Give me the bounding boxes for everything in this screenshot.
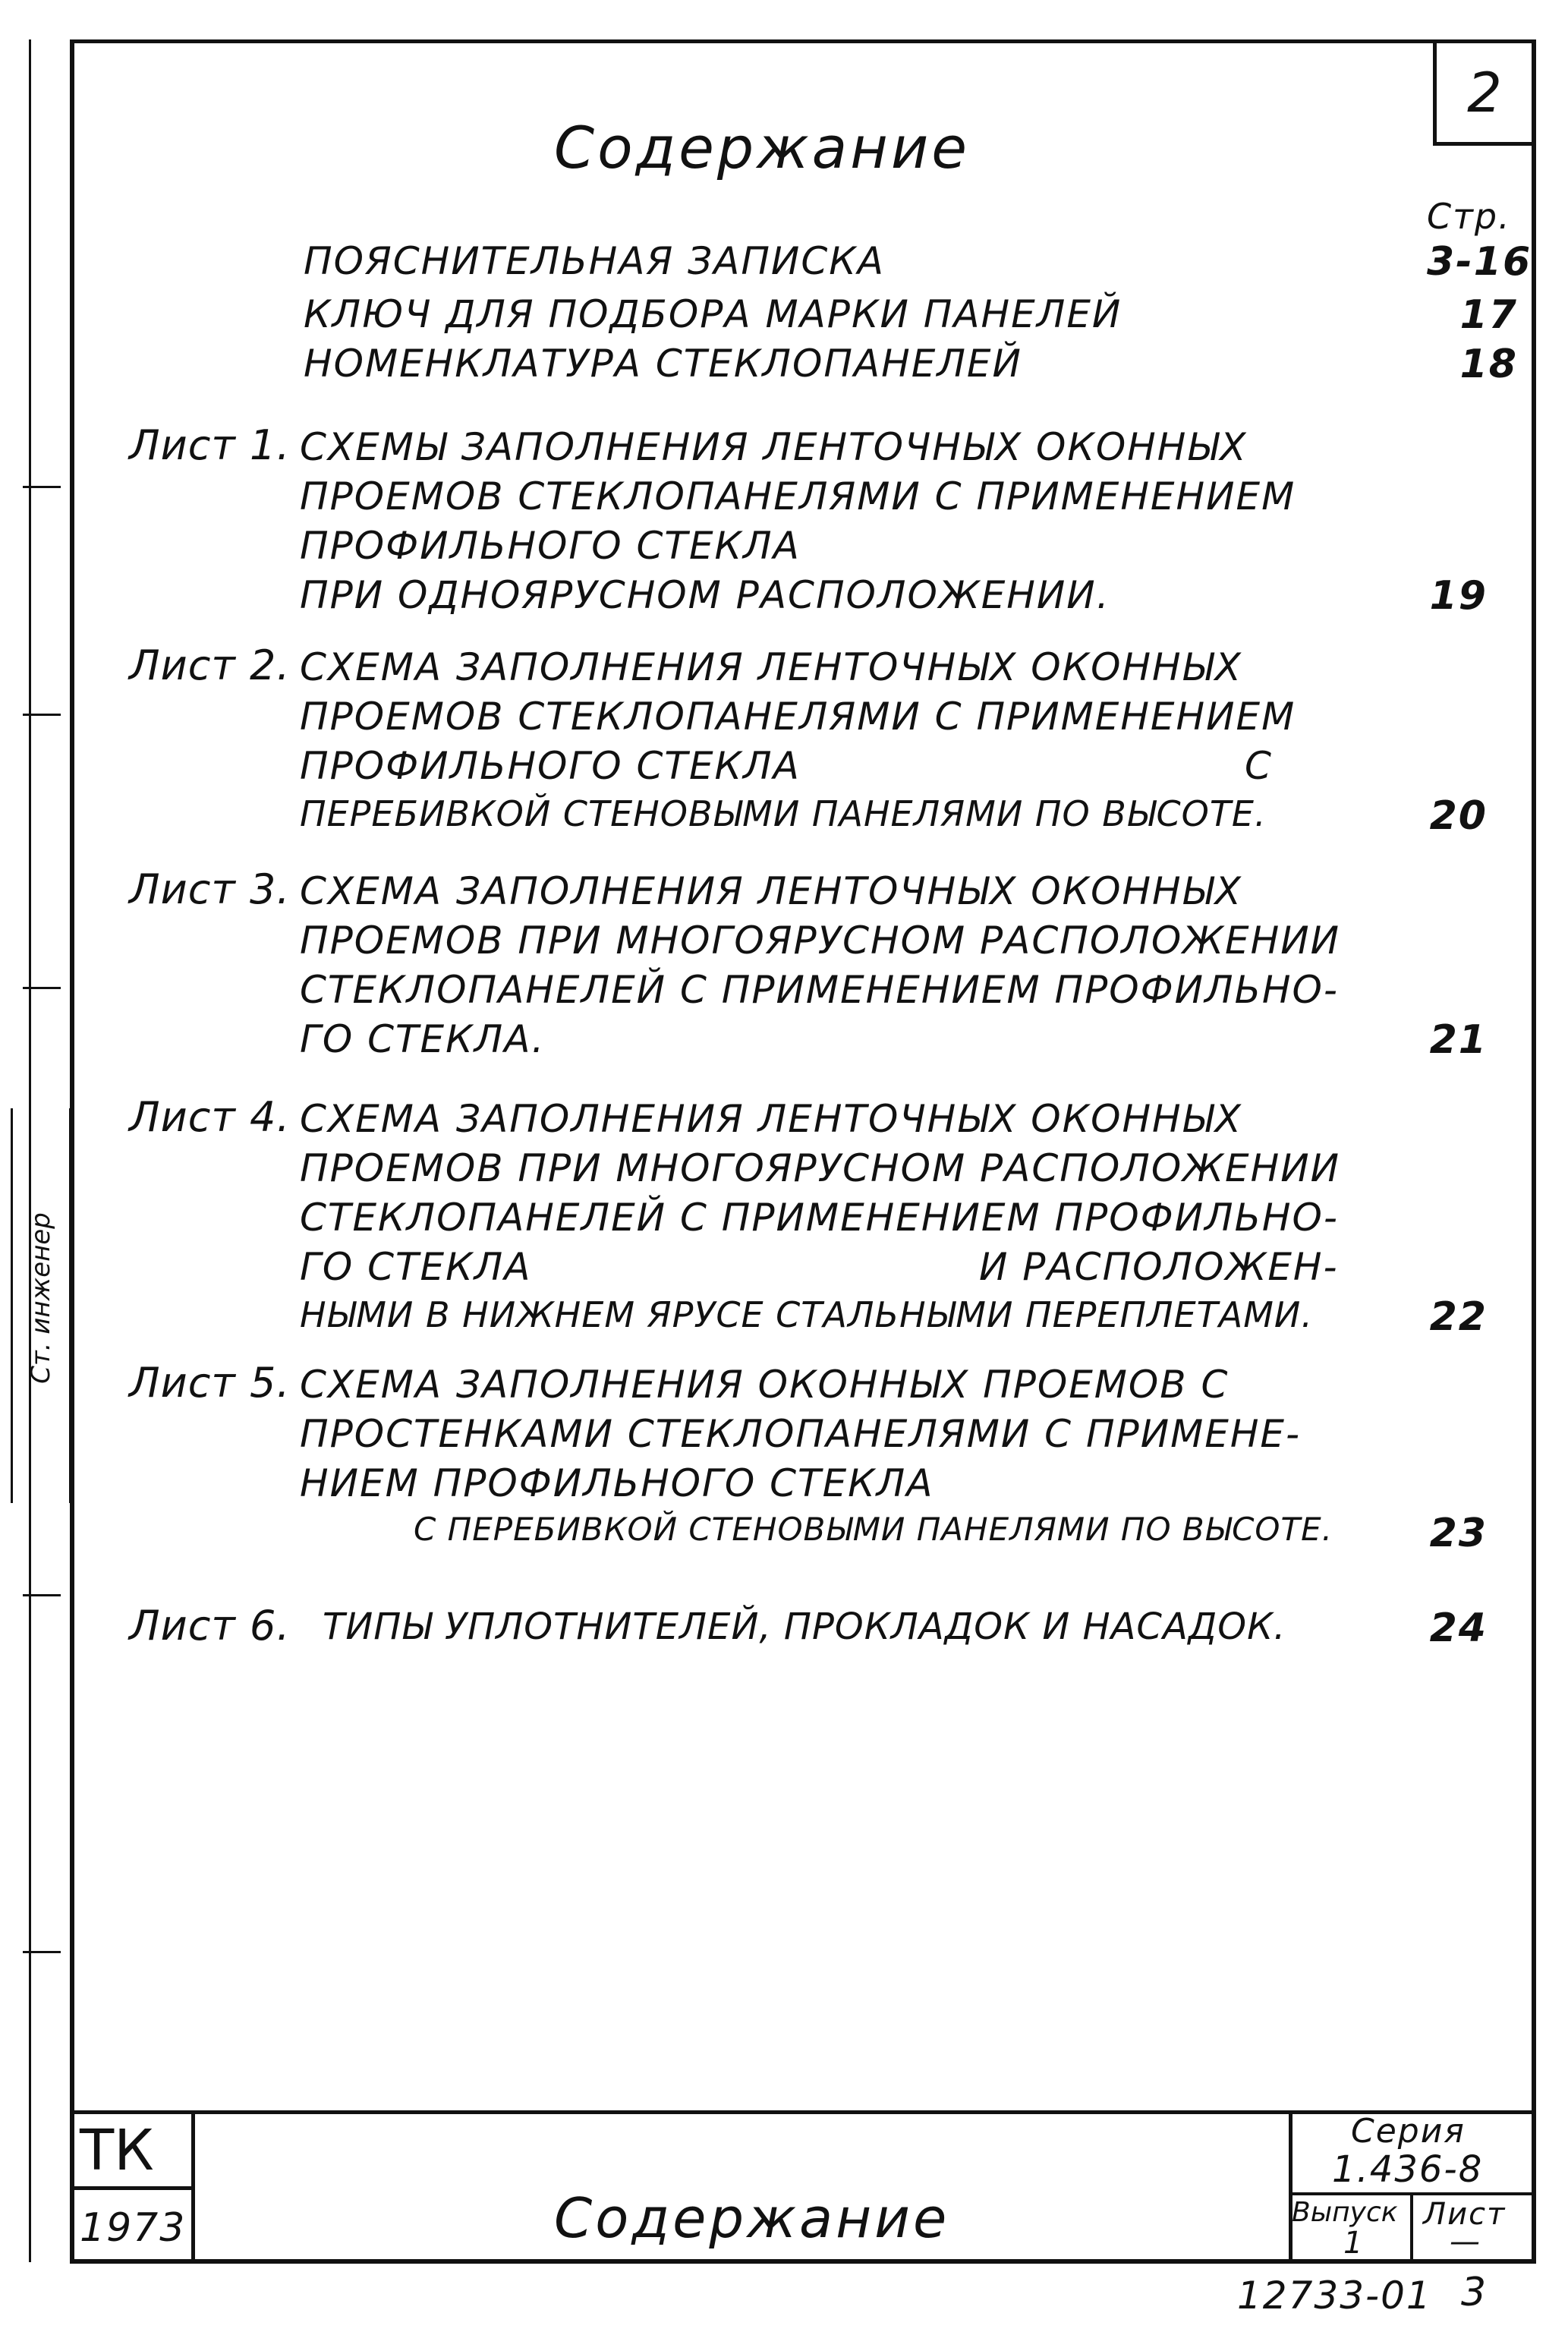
sheet-line: ПРОФИЛЬНОГО СТЕКЛА xyxy=(300,524,801,568)
toc-page: 17 xyxy=(1459,292,1518,338)
side-stamp xyxy=(11,1108,71,1503)
sheet-line: ПЕРЕБИВКОЙ СТЕНОВЫМИ ПАНЕЛЯМИ ПО ВЫСОТЕ. xyxy=(300,793,1267,834)
margin-tick xyxy=(23,987,61,989)
sheet-line: СХЕМА ЗАПОЛНЕНИЯ ОКОННЫХ ПРОЕМОВ С xyxy=(300,1363,1230,1407)
sheet-line: ГО СТЕКЛА xyxy=(300,1245,532,1289)
sheet-line: ПРОЕМОВ ПРИ МНОГОЯРУСНОМ РАСПОЛОЖЕНИИ xyxy=(300,1146,1341,1190)
side-stamp-text: Ст. инженер xyxy=(26,1212,56,1384)
frame-bottom xyxy=(70,2259,1536,2264)
sheet-label: Лист 3. xyxy=(129,865,291,913)
sheet-line: СХЕМА ЗАПОЛНЕНИЯ ЛЕНТОЧНЫХ ОКОННЫХ xyxy=(300,869,1242,913)
sheet-line: СТЕКЛОПАНЕЛЕЙ С ПРИМЕНЕНИЕМ ПРОФИЛЬНО- xyxy=(300,968,1339,1012)
toc-item: ПОЯСНИТЕЛЬНАЯ ЗАПИСКА xyxy=(304,239,885,283)
sheet-line: ПРОЕМОВ ПРИ МНОГОЯРУСНОМ РАСПОЛОЖЕНИИ xyxy=(300,919,1341,963)
title-block-year: 1973 xyxy=(80,2205,187,2251)
sheet-label: Лист 2. xyxy=(129,641,291,689)
title-block-divider xyxy=(70,2186,195,2190)
title-block-org: ТК xyxy=(80,2118,154,2183)
toc-page: 18 xyxy=(1459,342,1518,387)
page-title: Содержание xyxy=(554,114,970,181)
toc-page: 3-16 xyxy=(1427,239,1532,285)
sheet-line: НЫМИ В НИЖНЕМ ЯРУСЕ СТАЛЬНЫМИ ПЕРЕПЛЕТАМИ. xyxy=(300,1294,1313,1335)
title-block-name: Содержание xyxy=(554,2186,950,2250)
sheet-line-extra: И РАСПОЛОЖЕН- xyxy=(979,1245,1339,1289)
margin-tick xyxy=(23,486,61,488)
sheet-label: Лист 6. xyxy=(129,1602,291,1650)
page-number: 2 xyxy=(1467,61,1502,124)
series-value: 1.436-8 xyxy=(1332,2148,1484,2191)
toc-page: 19 xyxy=(1429,573,1488,619)
sheet-line: СХЕМЫ ЗАПОЛНЕНИЯ ЛЕНТОЧНЫХ ОКОННЫХ xyxy=(300,425,1248,469)
toc-page: 24 xyxy=(1429,1606,1488,1651)
sheet-line-extra: С xyxy=(1245,744,1273,788)
margin-tick xyxy=(23,714,61,716)
sheet-line: ПРОФИЛЬНОГО СТЕКЛА xyxy=(300,744,801,788)
sheet-line: ТИПЫ УПЛОТНИТЕЛЕЙ, ПРОКЛАДОК И НАСАДОК. xyxy=(323,1606,1286,1648)
series-label: Серия xyxy=(1351,2112,1466,2151)
toc-page: 22 xyxy=(1429,1294,1488,1340)
frame-top xyxy=(70,39,1536,43)
margin-tick xyxy=(23,1951,61,1953)
sheet-line: ПРОЕМОВ СТЕКЛОПАНЕЛЯМИ С ПРИМЕНЕНИЕМ xyxy=(300,474,1296,518)
sheet-line: ПРОСТЕНКАМИ СТЕКЛОПАНЕЛЯМИ С ПРИМЕНЕ- xyxy=(300,1412,1302,1456)
sheet-line: ГО СТЕКЛА. xyxy=(300,1017,546,1061)
title-block-top-border xyxy=(70,2110,1536,2114)
sheet-label: Лист 1. xyxy=(129,421,291,469)
sheet-line: ПРОЕМОВ СТЕКЛОПАНЕЛЯМИ С ПРИМЕНЕНИЕМ xyxy=(300,695,1296,739)
issue-value: 1 xyxy=(1343,2226,1365,2261)
title-block-divider xyxy=(1289,2110,1292,2262)
page-column-header: Стр. xyxy=(1427,196,1511,237)
sheet-line: ПРИ ОДНОЯРУСНОМ РАСПОЛОЖЕНИИ. xyxy=(300,573,1110,617)
sheet-line: С ПЕРЕБИВКОЙ СТЕНОВЫМИ ПАНЕЛЯМИ ПО ВЫСОТЕ. xyxy=(414,1511,1333,1548)
sheet-label: Лист 5. xyxy=(129,1359,291,1407)
sheet-label-tb: Лист xyxy=(1423,2197,1507,2232)
sheet-line: СТЕКЛОПАНЕЛЕЙ С ПРИМЕНЕНИЕМ ПРОФИЛЬНО- xyxy=(300,1196,1339,1240)
title-block-divider xyxy=(1410,2192,1413,2262)
sheet-label: Лист 4. xyxy=(129,1093,291,1141)
toc-item: КЛЮЧ ДЛЯ ПОДБОРА МАРКИ ПАНЕЛЕЙ xyxy=(304,292,1122,336)
footer-code: 12733-01 xyxy=(1237,2274,1432,2318)
sheet-line: СХЕМА ЗАПОЛНЕНИЯ ЛЕНТОЧНЫХ ОКОННЫХ xyxy=(300,645,1242,689)
sheet-line: НИЕМ ПРОФИЛЬНОГО СТЕКЛА xyxy=(300,1461,934,1505)
footer-number: 3 xyxy=(1461,2270,1488,2315)
toc-page: 23 xyxy=(1429,1511,1488,1556)
margin-tick xyxy=(23,1594,61,1596)
sheet-line: СХЕМА ЗАПОЛНЕНИЯ ЛЕНТОЧНЫХ ОКОННЫХ xyxy=(300,1097,1242,1141)
toc-page: 21 xyxy=(1429,1017,1488,1063)
sheet-value-tb: — xyxy=(1450,2224,1481,2259)
frame-right xyxy=(1532,39,1536,2262)
toc-item: НОМЕНКЛАТУРА СТЕКЛОПАНЕЛЕЙ xyxy=(304,342,1022,386)
toc-page: 20 xyxy=(1429,793,1488,839)
page-number-box xyxy=(1433,39,1536,146)
issue-label: Выпуск xyxy=(1292,2197,1398,2228)
